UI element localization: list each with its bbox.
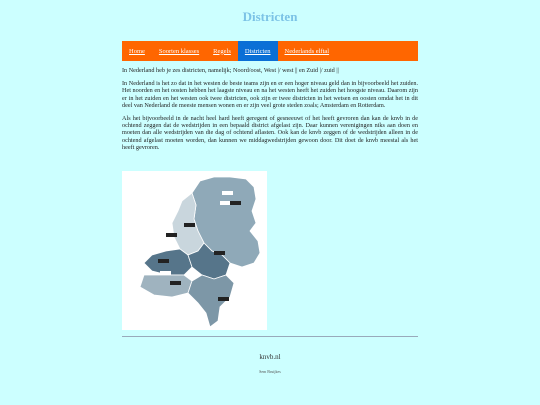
- map-label-chip: [166, 233, 177, 237]
- map-label-chip: [230, 201, 241, 205]
- map-region-zuid-1: [140, 275, 192, 297]
- map-label-chip: [184, 223, 195, 227]
- footer-divider: [122, 336, 418, 337]
- map-label-chip: [160, 271, 171, 275]
- map-label-chip: [158, 259, 169, 263]
- intro-paragraph: In Nederland heb je zes districten, namelijk; Noord/oost, West |/ west || en Zuid |/ zuid ||: [122, 67, 339, 74]
- nav-item-regels[interactable]: Regels: [213, 47, 231, 55]
- nav-item-home[interactable]: Home: [129, 47, 145, 55]
- map-label-chip: [214, 251, 225, 255]
- map-label-chip: [220, 201, 231, 205]
- nav-item-soorten-klasses[interactable]: Soorten klasses: [158, 47, 200, 55]
- main-navigation: [122, 41, 418, 61]
- netherlands-map-graphic: [122, 171, 267, 330]
- map-label-chip: [218, 297, 229, 301]
- main-content: [122, 67, 418, 157]
- levels-paragraph: In Nederland is het zo dat in het westen de beste teams zijn en er een hoger niveau geld dan in bijvoorbeeld het zuiden. Het noorden en het oosten hebben het laagste niveau en na het westen heeft het zuiden het hoogste niveau. Daarom zijn er in het zuiden en het westen ook twee districten, ook zijn er twee districten in het wetsen en oosten omdat het in dit deel van Nederland de meeste mensen wonen en er zijn veel grote steden zoals; Amsterdam en Rotterdam.: [122, 80, 418, 109]
- nav-item-districten[interactable]: Districten: [238, 41, 278, 61]
- page-title: Districten: [242, 9, 298, 24]
- nav-item-nederlands-elftal[interactable]: Nederlands elftal: [284, 47, 330, 55]
- map-label-chip: [170, 281, 181, 285]
- map-label-chip: [222, 191, 233, 195]
- footer-subtitle: Sem Bruijkes: [259, 369, 281, 374]
- footer-title: knvb.nl: [259, 353, 281, 361]
- cancellation-paragraph: Als het bijvoorbeeld in de nacht heel hard heeft geregent of gesneeuwt of het heeft gevroren dan kan de knvb in de ochtend zeggen dat de wedstrijden in een bepaald district afgelast zijn. Daar kunnen verenigingen niks aan doen en moeten dan alle wedstrijden van die dag of ochtend aflasten. Ook kan de knvb zeggen of de wedstrijden alleen in de ochtend afgelast moeten worden, dan kunnen we middagwedstrijden gewoon door. Dit doet de knvb meestal als het heeft gevroren.: [122, 115, 418, 151]
- districts-map: [122, 171, 267, 330]
